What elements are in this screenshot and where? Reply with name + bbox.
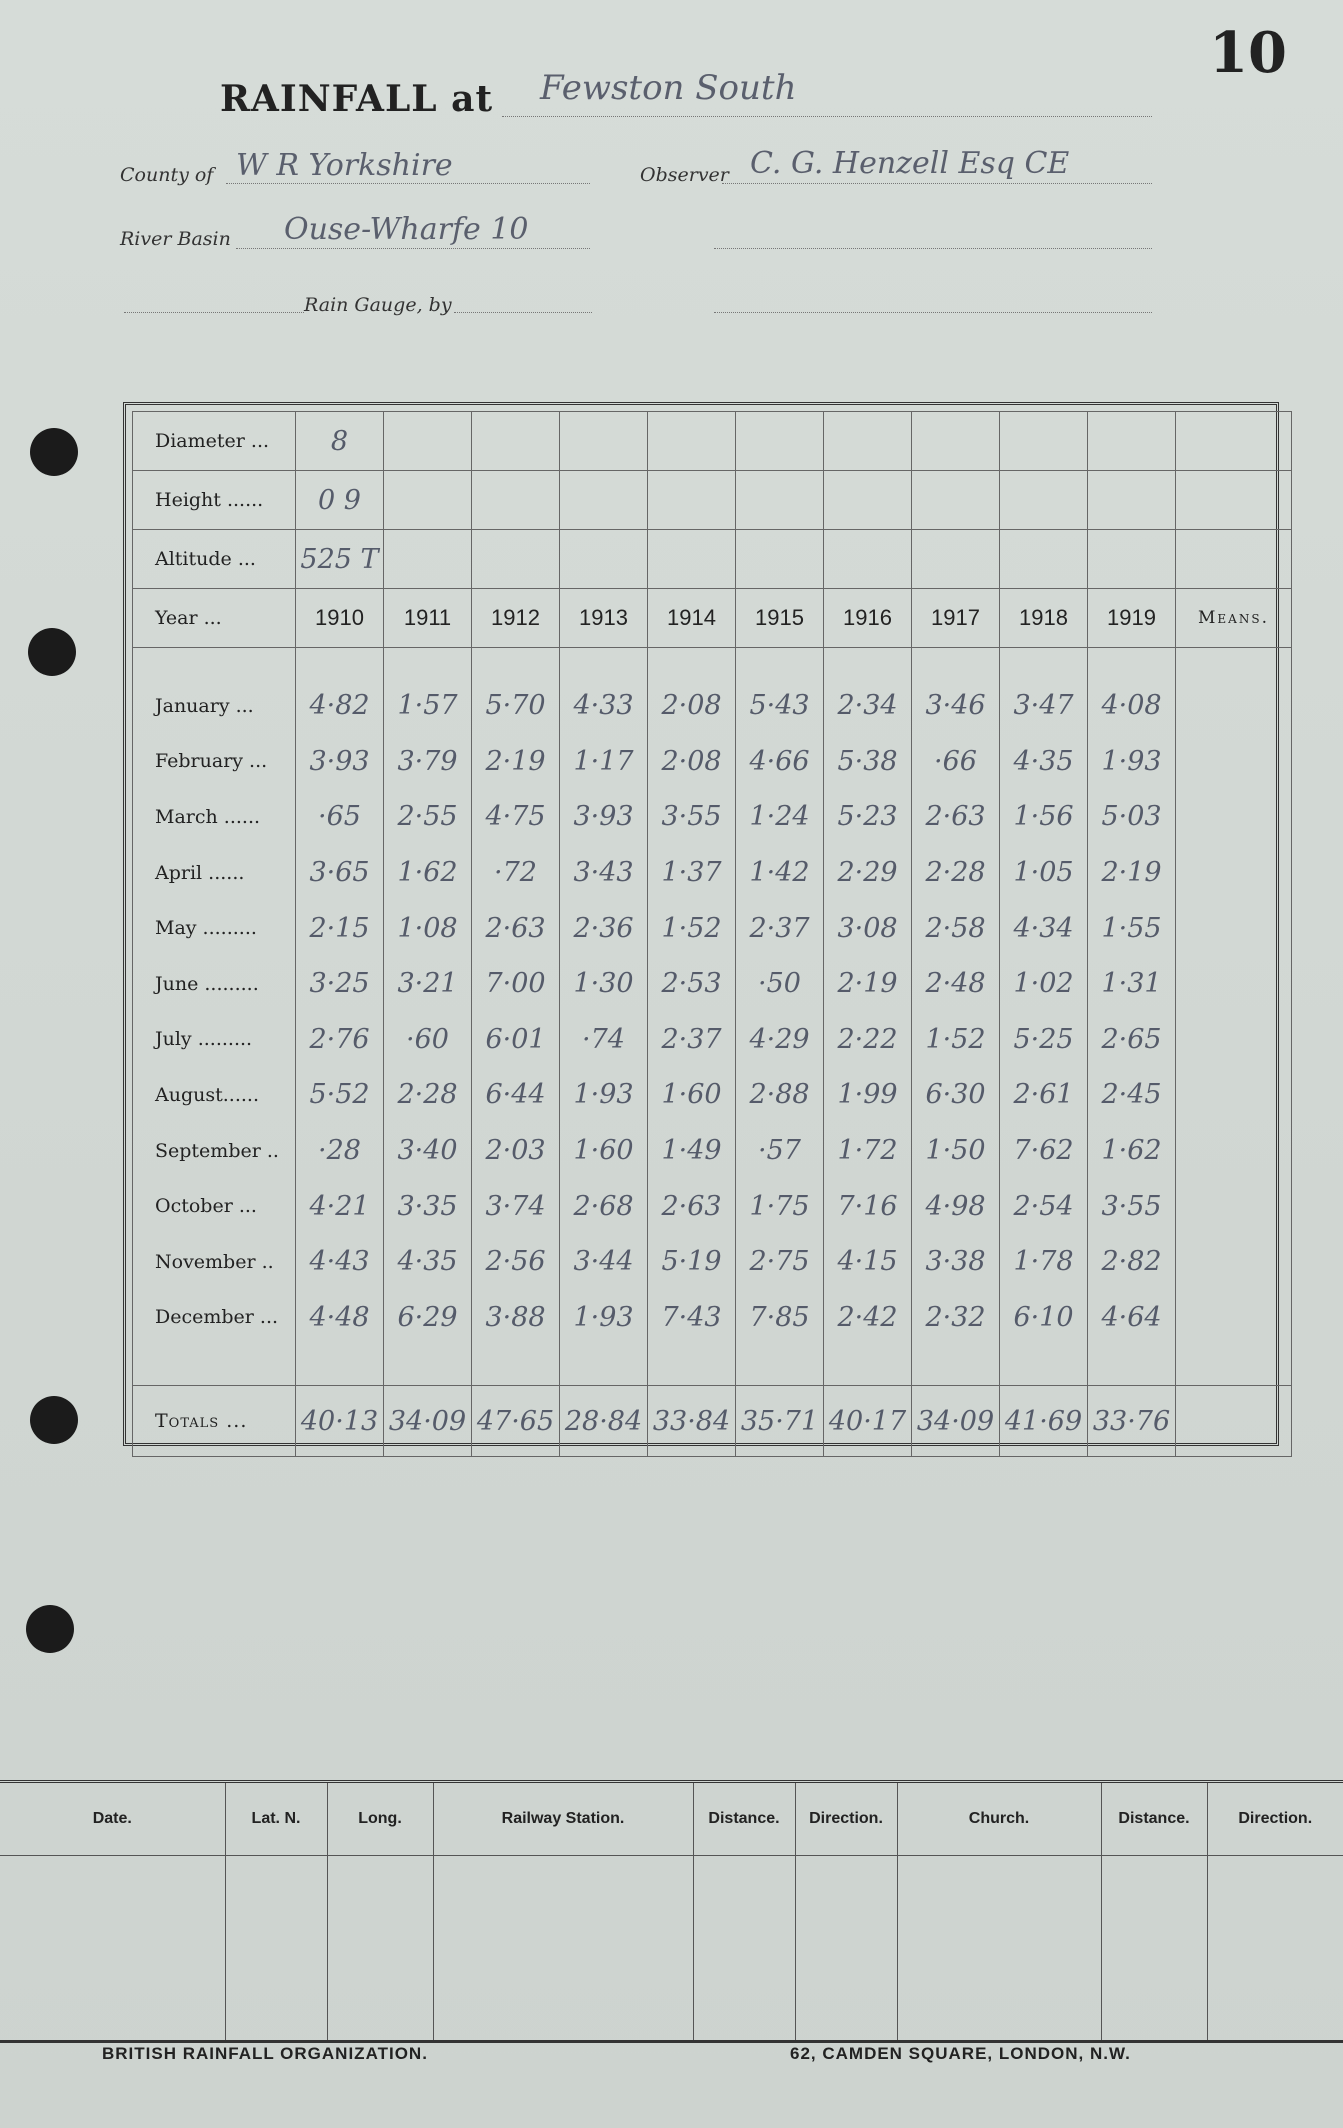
rainfall-value: 3·47 <box>1000 678 1088 734</box>
year-header: 1911 <box>384 589 472 648</box>
rainfall-value: 6·01 <box>472 1012 560 1068</box>
rainfall-value: 1·05 <box>1000 845 1088 901</box>
rainfall-value: 3·74 <box>472 1178 560 1234</box>
rainfall-value: 4·43 <box>296 1234 384 1290</box>
rainfall-value: 4·21 <box>296 1178 384 1234</box>
table-cell <box>736 412 824 471</box>
river-basin-label: River Basin <box>120 228 231 250</box>
means-cell <box>1176 1234 1292 1290</box>
table-cell <box>384 412 472 471</box>
rainfall-value: 3·08 <box>824 900 912 956</box>
height-row <box>133 471 1292 530</box>
table-cell <box>1088 530 1176 589</box>
table-cell <box>1000 1345 1088 1386</box>
rainfall-value: 2·68 <box>560 1178 648 1234</box>
rainfall-value: 1·49 <box>648 1123 736 1179</box>
table-cell <box>560 1345 648 1386</box>
rainfall-value: 2·22 <box>824 1012 912 1068</box>
table-cell <box>472 1345 560 1386</box>
year-header: 1914 <box>648 589 736 648</box>
rainfall-value: 2·34 <box>824 678 912 734</box>
month-row <box>133 956 1292 1012</box>
column-header: Distance. <box>693 1782 795 1856</box>
means-cell <box>1176 1012 1292 1068</box>
footer-organization: BRITISH RAINFALL ORGANIZATION. <box>102 2044 428 2063</box>
rainfall-value: 1·30 <box>560 956 648 1012</box>
height-value: 0 9 <box>296 471 384 530</box>
year-header: 1915 <box>736 589 824 648</box>
footer-address: 62, CAMDEN SQUARE, LONDON, N.W. <box>790 2044 1131 2063</box>
means-cell <box>1176 845 1292 901</box>
rainfall-value: 5·43 <box>736 678 824 734</box>
observer-label: Observer <box>640 164 729 186</box>
year-header: 1918 <box>1000 589 1088 648</box>
station-name: Fewston South <box>540 68 797 108</box>
rainfall-value: 4·34 <box>1000 900 1088 956</box>
rainfall-value: ·60 <box>384 1012 472 1068</box>
table-cell <box>1176 471 1292 530</box>
total-value: 40·13 <box>296 1386 384 1457</box>
means-cell <box>1176 1290 1292 1346</box>
table-cell <box>1207 1856 1343 2042</box>
rainfall-value: 4·35 <box>1000 734 1088 790</box>
year-header: 1917 <box>912 589 1000 648</box>
rainfall-value: 4·29 <box>736 1012 824 1068</box>
observer-value: C. G. Henzell Esq CE <box>750 146 1070 181</box>
rainfall-value: 1·52 <box>912 1012 1000 1068</box>
rainfall-value: 2·45 <box>1088 1067 1176 1123</box>
total-value: 35·71 <box>736 1386 824 1457</box>
table-cell <box>824 412 912 471</box>
month-label: January ... <box>133 678 296 734</box>
month-label: March ...... <box>133 789 296 845</box>
table-cell <box>912 648 1000 679</box>
column-header: Church. <box>897 1782 1101 1856</box>
rainfall-value: 1·56 <box>1000 789 1088 845</box>
month-label: April ...... <box>133 845 296 901</box>
table-cell <box>560 412 648 471</box>
rainfall-value: 2·03 <box>472 1123 560 1179</box>
rainfall-value: 4·15 <box>824 1234 912 1290</box>
total-value: 41·69 <box>1000 1386 1088 1457</box>
month-row <box>133 789 1292 845</box>
rainfall-value: 3·21 <box>384 956 472 1012</box>
rainfall-value: 2·63 <box>472 900 560 956</box>
year-header: 1916 <box>824 589 912 648</box>
rainfall-value: 1·57 <box>384 678 472 734</box>
table-cell <box>824 648 912 679</box>
rainfall-value: 3·25 <box>296 956 384 1012</box>
rainfall-value: 4·64 <box>1088 1290 1176 1346</box>
total-value: 28·84 <box>560 1386 648 1457</box>
diameter-value: 8 <box>296 412 384 471</box>
column-header: Distance. <box>1101 1782 1207 1856</box>
table-cell <box>1000 471 1088 530</box>
rainfall-value: 2·08 <box>648 734 736 790</box>
rainfall-value: 1·55 <box>1088 900 1176 956</box>
rainfall-value: 4·82 <box>296 678 384 734</box>
rainfall-value: 2·37 <box>648 1012 736 1068</box>
rainfall-value: ·66 <box>912 734 1000 790</box>
location-table <box>0 1780 1343 2043</box>
table-cell <box>648 648 736 679</box>
total-value: 33·84 <box>648 1386 736 1457</box>
county-label: County of <box>120 164 214 186</box>
rainfall-value: 2·19 <box>472 734 560 790</box>
rainfall-value: 1·93 <box>560 1067 648 1123</box>
table-cell <box>1101 1856 1207 2042</box>
month-row <box>133 1123 1292 1179</box>
year-header: 1912 <box>472 589 560 648</box>
spacer-row <box>133 648 1292 679</box>
rainfall-value: 2·61 <box>1000 1067 1088 1123</box>
page-title: RAINFALL at <box>220 78 494 120</box>
table-cell <box>1088 648 1176 679</box>
month-label: August...... <box>133 1067 296 1123</box>
rainfall-value: 5·70 <box>472 678 560 734</box>
rainfall-value: ·50 <box>736 956 824 1012</box>
total-value: 47·65 <box>472 1386 560 1457</box>
rainfall-value: ·65 <box>296 789 384 845</box>
rainfall-value: 1·99 <box>824 1067 912 1123</box>
table-cell <box>384 1345 472 1386</box>
rainfall-value: 3·55 <box>1088 1178 1176 1234</box>
rainfall-value: 3·44 <box>560 1234 648 1290</box>
rainfall-value: 3·79 <box>384 734 472 790</box>
river-basin-line <box>236 248 590 249</box>
table-cell <box>384 530 472 589</box>
rainfall-value: 2·29 <box>824 845 912 901</box>
page-number: 10 <box>1209 20 1287 86</box>
column-header: Long. <box>327 1782 433 1856</box>
table-cell <box>472 530 560 589</box>
rainfall-value: 3·35 <box>384 1178 472 1234</box>
month-row <box>133 734 1292 790</box>
rainfall-value: 4·66 <box>736 734 824 790</box>
year-label: Year ... <box>133 589 296 648</box>
month-row <box>133 1067 1292 1123</box>
rain-gauge-label: Rain Gauge, by <box>304 294 452 316</box>
rainfall-value: 2·88 <box>736 1067 824 1123</box>
table-cell <box>648 530 736 589</box>
column-header: Lat. N. <box>225 1782 327 1856</box>
table-cell <box>1000 412 1088 471</box>
table-cell <box>384 648 472 679</box>
table-cell <box>1000 530 1088 589</box>
rainfall-value: 2·63 <box>912 789 1000 845</box>
rainfall-value: 5·19 <box>648 1234 736 1290</box>
rainfall-value: 4·33 <box>560 678 648 734</box>
means-cell <box>1176 1386 1292 1457</box>
blank-line <box>714 312 1152 313</box>
rainfall-value: 1·08 <box>384 900 472 956</box>
year-header: 1913 <box>560 589 648 648</box>
table-cell <box>648 1345 736 1386</box>
table-cell <box>897 1856 1101 2042</box>
table-cell <box>1176 412 1292 471</box>
table-cell <box>736 530 824 589</box>
table-cell <box>795 1856 897 2042</box>
means-header: Means. <box>1176 589 1292 648</box>
rainfall-value: ·72 <box>472 845 560 901</box>
table-cell <box>824 1345 912 1386</box>
diameter-row <box>133 412 1292 471</box>
blank-line <box>124 312 304 313</box>
table-cell <box>133 648 296 679</box>
rainfall-value: 5·52 <box>296 1067 384 1123</box>
table-cell <box>296 648 384 679</box>
table-cell <box>736 1345 824 1386</box>
rainfall-value: 5·25 <box>1000 1012 1088 1068</box>
rainfall-value: 2·82 <box>1088 1234 1176 1290</box>
rainfall-value: 4·35 <box>384 1234 472 1290</box>
table-cell <box>648 412 736 471</box>
month-label: October ... <box>133 1178 296 1234</box>
rainfall-value: 1·93 <box>1088 734 1176 790</box>
station-line <box>502 116 1152 117</box>
rainfall-value: 7·43 <box>648 1290 736 1346</box>
table-cell <box>1088 1345 1176 1386</box>
means-cell <box>1176 678 1292 734</box>
month-row <box>133 900 1292 956</box>
spacer-row <box>133 1345 1292 1386</box>
rainfall-value: 6·44 <box>472 1067 560 1123</box>
rainfall-value: 1·60 <box>648 1067 736 1123</box>
rainfall-value: 1·72 <box>824 1123 912 1179</box>
table-cell <box>912 530 1000 589</box>
month-label: September .. <box>133 1123 296 1179</box>
rainfall-value: 2·76 <box>296 1012 384 1068</box>
year-header-row <box>133 589 1292 648</box>
means-cell <box>1176 1067 1292 1123</box>
table-cell <box>1176 1345 1292 1386</box>
table-cell <box>1176 648 1292 679</box>
rainfall-value: 2·56 <box>472 1234 560 1290</box>
month-label: May ......... <box>133 900 296 956</box>
rainfall-value: 2·28 <box>912 845 1000 901</box>
rainfall-value: 3·46 <box>912 678 1000 734</box>
table-cell <box>560 471 648 530</box>
rainfall-value: 1·93 <box>560 1290 648 1346</box>
altitude-value: 525 T <box>296 530 384 589</box>
column-header: Direction. <box>795 1782 897 1856</box>
rainfall-value: 1·24 <box>736 789 824 845</box>
rainfall-value: 1·78 <box>1000 1234 1088 1290</box>
month-row <box>133 1234 1292 1290</box>
rainfall-value: 1·60 <box>560 1123 648 1179</box>
table-cell <box>736 471 824 530</box>
rainfall-value: ·74 <box>560 1012 648 1068</box>
rainfall-value: 3·88 <box>472 1290 560 1346</box>
rainfall-value: 6·29 <box>384 1290 472 1346</box>
rainfall-value: 2·53 <box>648 956 736 1012</box>
table-cell <box>560 648 648 679</box>
rainfall-value: 5·03 <box>1088 789 1176 845</box>
rainfall-value: 2·54 <box>1000 1178 1088 1234</box>
table-cell <box>0 1856 225 2042</box>
rainfall-value: 3·65 <box>296 845 384 901</box>
rainfall-value: 7·00 <box>472 956 560 1012</box>
rainfall-value: 2·32 <box>912 1290 1000 1346</box>
total-value: 34·09 <box>912 1386 1000 1457</box>
month-row <box>133 1012 1292 1068</box>
table-cell <box>912 1345 1000 1386</box>
table-cell <box>560 530 648 589</box>
rainfall-value: 4·08 <box>1088 678 1176 734</box>
rainfall-value: 1·75 <box>736 1178 824 1234</box>
rainfall-value: 1·62 <box>1088 1123 1176 1179</box>
height-label: Height ...... <box>133 471 296 530</box>
table-cell <box>1088 412 1176 471</box>
table-cell <box>648 471 736 530</box>
rainfall-value: 4·98 <box>912 1178 1000 1234</box>
table-cell <box>1088 471 1176 530</box>
rainfall-value: 1·42 <box>736 845 824 901</box>
rainfall-value: 3·43 <box>560 845 648 901</box>
means-cell <box>1176 1123 1292 1179</box>
punch-hole <box>30 428 78 476</box>
rainfall-value: 6·10 <box>1000 1290 1088 1346</box>
means-cell <box>1176 956 1292 1012</box>
table-cell <box>824 471 912 530</box>
table-cell <box>736 648 824 679</box>
month-label: February ... <box>133 734 296 790</box>
rainfall-value: 2·19 <box>1088 845 1176 901</box>
means-cell <box>1176 900 1292 956</box>
table-cell <box>912 471 1000 530</box>
rainfall-value: 2·15 <box>296 900 384 956</box>
table-cell <box>384 471 472 530</box>
month-row <box>133 1290 1292 1346</box>
rainfall-value: 2·42 <box>824 1290 912 1346</box>
rainfall-value: 4·75 <box>472 789 560 845</box>
rainfall-value: 7·62 <box>1000 1123 1088 1179</box>
table-cell <box>433 1856 693 2042</box>
rain-gauge-line <box>454 312 592 313</box>
table-cell <box>133 1345 296 1386</box>
rainfall-value: 2·28 <box>384 1067 472 1123</box>
month-row <box>133 678 1292 734</box>
county-line <box>226 183 590 184</box>
rainfall-value: 2·63 <box>648 1178 736 1234</box>
table-cell <box>472 471 560 530</box>
table-cell <box>1176 530 1292 589</box>
rainfall-value: 1·02 <box>1000 956 1088 1012</box>
month-label: July ......... <box>133 1012 296 1068</box>
month-label: June ......... <box>133 956 296 1012</box>
month-row <box>133 1178 1292 1234</box>
rainfall-value: 2·65 <box>1088 1012 1176 1068</box>
rainfall-value: ·28 <box>296 1123 384 1179</box>
table-cell <box>225 1856 327 2042</box>
rainfall-value: 6·30 <box>912 1067 1000 1123</box>
rainfall-value: 2·08 <box>648 678 736 734</box>
month-row <box>133 845 1292 901</box>
means-cell <box>1176 1178 1292 1234</box>
rainfall-value: 3·55 <box>648 789 736 845</box>
totals-label: Totals ... <box>133 1386 296 1457</box>
blank-line <box>714 248 1152 249</box>
total-value: 34·09 <box>384 1386 472 1457</box>
year-header: 1919 <box>1088 589 1176 648</box>
rainfall-value: 1·52 <box>648 900 736 956</box>
county-value: W R Yorkshire <box>236 148 453 183</box>
rainfall-value: 2·48 <box>912 956 1000 1012</box>
table-cell <box>327 1856 433 2042</box>
rainfall-value: 7·85 <box>736 1290 824 1346</box>
year-header: 1910 <box>296 589 384 648</box>
total-value: 40·17 <box>824 1386 912 1457</box>
punch-hole <box>28 628 76 676</box>
rainfall-value: 5·23 <box>824 789 912 845</box>
column-header: Railway Station. <box>433 1782 693 1856</box>
rainfall-value: 2·37 <box>736 900 824 956</box>
rainfall-value: 2·58 <box>912 900 1000 956</box>
rainfall-value: 1·17 <box>560 734 648 790</box>
rainfall-value: 1·50 <box>912 1123 1000 1179</box>
punch-hole <box>26 1605 74 1653</box>
rainfall-value: 1·37 <box>648 845 736 901</box>
rainfall-value: 1·31 <box>1088 956 1176 1012</box>
month-label: December ... <box>133 1290 296 1346</box>
rainfall-value: 2·75 <box>736 1234 824 1290</box>
table-cell <box>472 412 560 471</box>
means-cell <box>1176 789 1292 845</box>
table-cell <box>912 412 1000 471</box>
rainfall-value: 5·38 <box>824 734 912 790</box>
rainfall-value: 2·19 <box>824 956 912 1012</box>
table-cell <box>472 648 560 679</box>
altitude-label: Altitude ... <box>133 530 296 589</box>
river-basin-value: Ouse-Wharfe 10 <box>284 212 529 247</box>
table-cell <box>693 1856 795 2042</box>
totals-row <box>133 1386 1292 1457</box>
rainfall-value: 7·16 <box>824 1178 912 1234</box>
punch-hole <box>30 1396 78 1444</box>
total-value: 33·76 <box>1088 1386 1176 1457</box>
rainfall-value: 1·62 <box>384 845 472 901</box>
observer-line <box>722 183 1152 184</box>
table-cell <box>824 530 912 589</box>
means-cell <box>1176 734 1292 790</box>
month-label: November .. <box>133 1234 296 1290</box>
rainfall-value: 3·93 <box>560 789 648 845</box>
rainfall-value: 2·55 <box>384 789 472 845</box>
rainfall-value: 3·93 <box>296 734 384 790</box>
column-header: Direction. <box>1207 1782 1343 1856</box>
rainfall-value: 3·38 <box>912 1234 1000 1290</box>
table-cell <box>1000 648 1088 679</box>
rainfall-value: 3·40 <box>384 1123 472 1179</box>
diameter-label: Diameter ... <box>133 412 296 471</box>
rainfall-value: ·57 <box>736 1123 824 1179</box>
altitude-row <box>133 530 1292 589</box>
column-header: Date. <box>0 1782 225 1856</box>
rainfall-value: 4·48 <box>296 1290 384 1346</box>
rainfall-table <box>132 411 1292 1457</box>
rainfall-value: 2·36 <box>560 900 648 956</box>
table-cell <box>296 1345 384 1386</box>
